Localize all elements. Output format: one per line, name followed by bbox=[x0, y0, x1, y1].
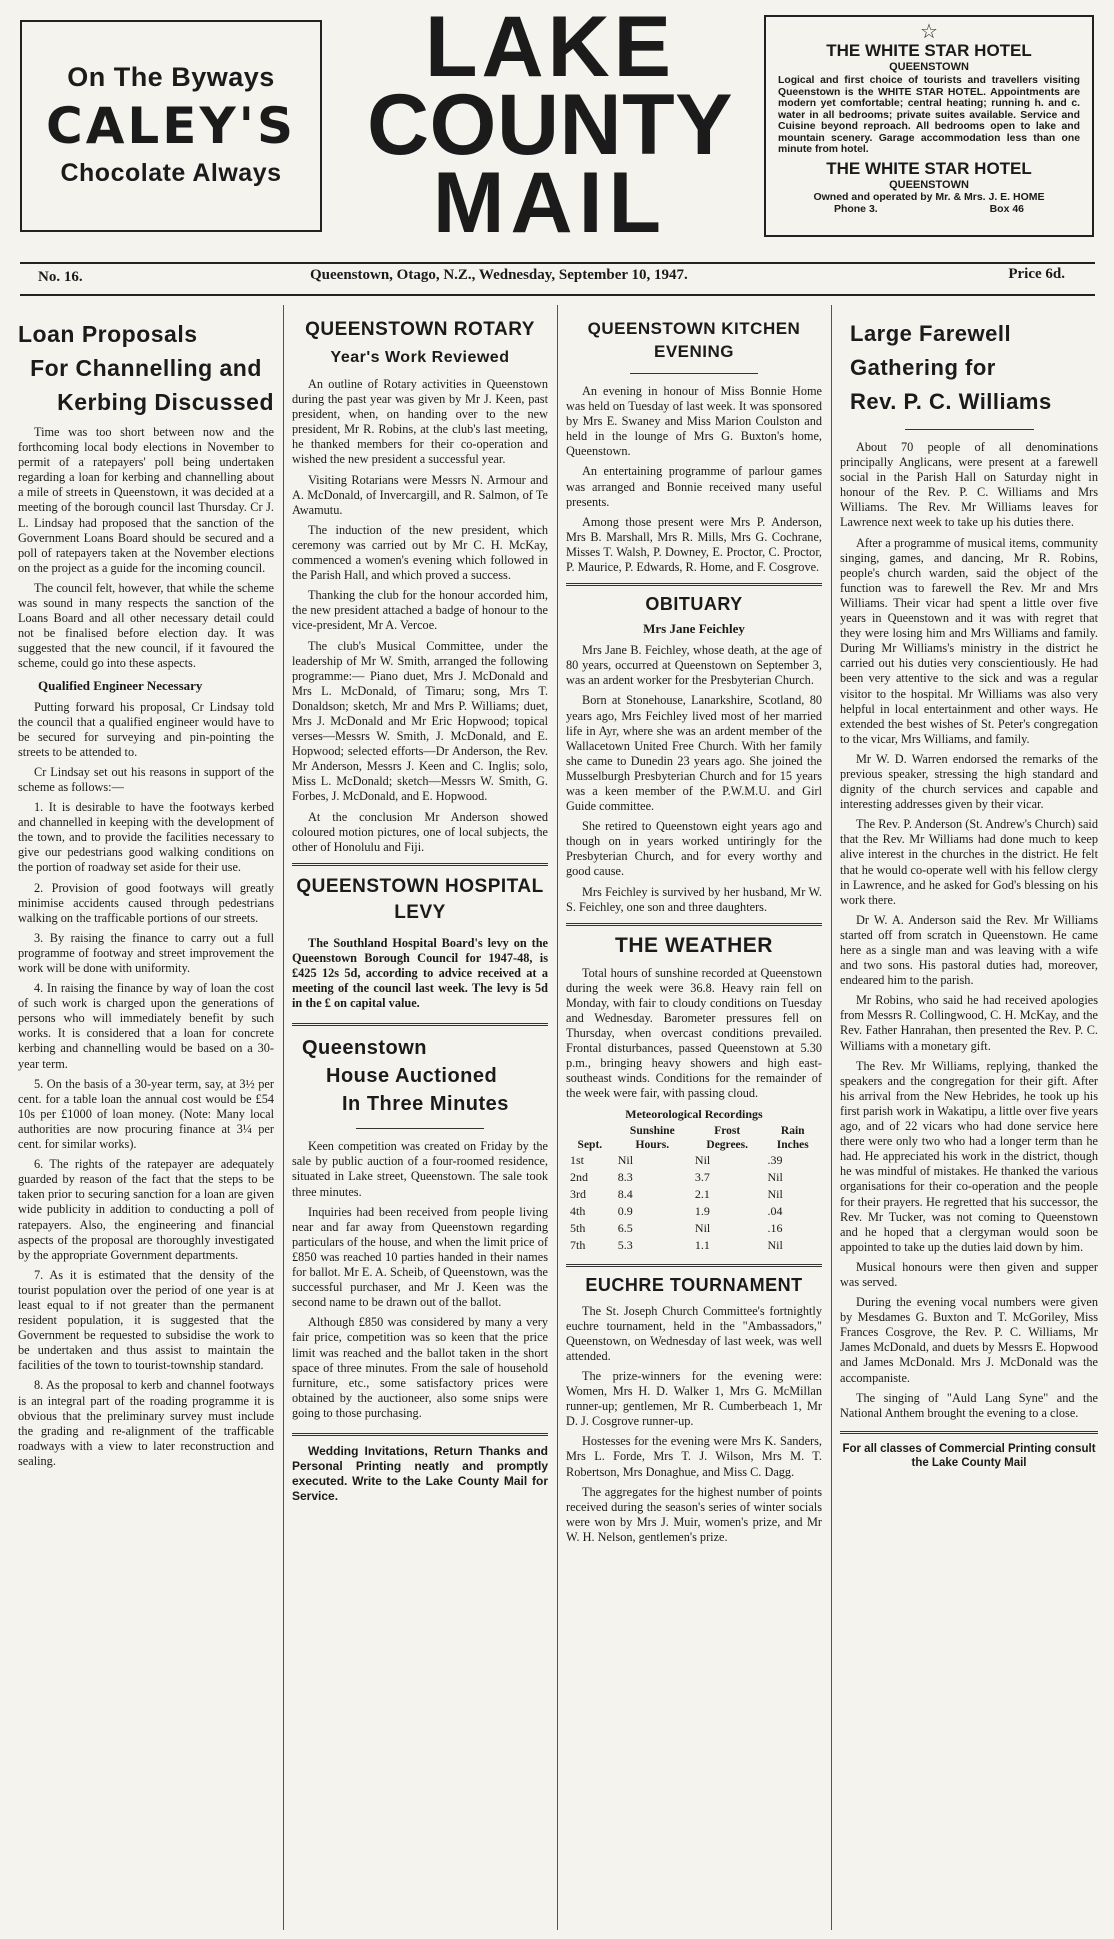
article-paragraph: Visiting Rotarians were Messrs N. Armour and A. McDonald, of Invercargill, and R. Salmon, of Te Awamutu. bbox=[292, 472, 548, 517]
weather-table-title: Meteorological Recordings bbox=[625, 1106, 763, 1121]
article-paragraph: 1. It is desirable to have the footways kerbed and channelled in keeping with the development of the town, and to provide the facilities necessary to give our pedestrians good walking conditions on the portion of roadway set aside for their use. bbox=[18, 800, 274, 875]
article-paragraph: Although £850 was considered by many a very fair price, competition was so keen that the price limit was reached and the ballot taken in the short space of three minutes. From the sale of household furniture, etc., some satisfactory prices were obtained by the auctioneer, also some snips were going to those purchasing. bbox=[292, 1315, 548, 1420]
weather-table-header-cell: Frost bbox=[714, 1124, 741, 1137]
table-row bbox=[566, 1220, 822, 1237]
table-cell: 8.3 bbox=[617, 1169, 633, 1184]
headline-line: Loan Proposals bbox=[18, 321, 198, 347]
article-paragraph: About 70 people of all denominations principally Anglicans, were present at a farewell social in the Parish Hall on Saturday night in honour of the Rev. P. C. Williams and Mrs Williams. The Rev. Mr Williams leaves for Lawrence next week to take up his duties there. bbox=[840, 440, 1098, 530]
table-cell: 2nd bbox=[570, 1169, 588, 1184]
masthead-title bbox=[350, 0, 750, 251]
table-cell: 5.3 bbox=[617, 1237, 633, 1252]
article-paragraph: 7. As it is estimated that the density of the tourist population over the period of one year is at least equal to if not greater than the permanent resident population, it is suggested that the Government be requested to subsidise the work to be undertaken and thus assist to maintain the facilities of the town to tourist-township standard. bbox=[18, 1267, 274, 1373]
caleys-ad bbox=[20, 20, 322, 232]
table-row bbox=[566, 1152, 822, 1169]
headline-rule bbox=[905, 429, 1034, 430]
column-divider bbox=[557, 305, 558, 1930]
article-paragraph: 4. In raising the finance by way of loan the cost of such work is charged upon the generations of persons who will immediately benefit by such works. It is considered that a loan for concrete kerbing and channelling would be based on a 30-year term. bbox=[18, 981, 274, 1071]
section-rule bbox=[566, 1264, 822, 1267]
masthead-title-line3: MAIL bbox=[432, 155, 668, 251]
table-cell: .04 bbox=[767, 1203, 783, 1218]
dateline-bar bbox=[20, 262, 1095, 296]
white-star-hotel-ad bbox=[764, 15, 1094, 237]
headline-line: Large Farewell bbox=[850, 321, 1012, 346]
article-paragraph: Dr W. A. Anderson said the Rev. Mr Williams started off from scratch in Queenstown. He came here as a single man and was leaving with a wife and two sons. His pastoral duties had, moreover, endeared him to the parish. bbox=[840, 912, 1098, 988]
hotel-ad-title: THE WHITE STAR HOTEL bbox=[826, 41, 1032, 60]
article-paragraph: The Rev. Mr Williams, replying, thanked the speakers and the congregation for their gift. After his arrival from the New Hebrides, he took up his first parish work in Wakatipu, a little over five years ago, and of 22 vicars who had done service here there were only two who had a longer term than he had. He appreciated his work in the district, though he was mindful of mistakes. He thanked the various organisations for their co-operation and the people for their prayers. He regretted that his successor, the Rev. Mr Tucker, was not coming to Queenstown and he hoped that a clergyman would soon be appointed to take up the duties laid down by him. bbox=[840, 1058, 1098, 1254]
headline-loan-proposals bbox=[18, 317, 274, 419]
headline-line: Queenstown bbox=[302, 1037, 428, 1060]
hotel-ad-owners: Owned and operated by Mr. & Mrs. J. E. HOME bbox=[813, 190, 1045, 203]
table-cell: 1.9 bbox=[694, 1203, 710, 1218]
house-auction-headline bbox=[302, 1034, 548, 1118]
kitchen-evening-headline: QUEENSTOWN KITCHEN EVENING bbox=[587, 319, 801, 361]
article-paragraph: Mrs Feichley is survived by her husband, Mr W. S. Feichley, one son and three daughters. bbox=[566, 884, 822, 914]
headline-rule bbox=[630, 373, 758, 374]
euchre-headline: EUCHRE TOURNAMENT bbox=[585, 1274, 803, 1295]
section-rule bbox=[292, 1023, 548, 1026]
weather-table-header-cell: Rain bbox=[780, 1124, 805, 1137]
article-paragraph: Thanking the club for the honour accorded him, the new president attached a badge of honour to the vice-president, Mr A. Vercoe. bbox=[292, 588, 548, 633]
article-paragraph: The council felt, however, that while the scheme was sound in many respects the sanction of the Loans Board and all other necessary detail could not be finalised before election day. It was suggested that the new council, if it favoured the scheme, could go into these aspects. bbox=[18, 580, 274, 671]
weather-table-header-cell: Hours. bbox=[635, 1138, 670, 1151]
headline-line: In Three Minutes bbox=[342, 1093, 509, 1116]
article-paragraph: Born at Stonehouse, Lanarkshire, Scotland, 80 years ago, Mrs Feichley lived most of her married life in Ayr, where she was an ardent member of the Wallacetown United Free Church. With her family she came to Dunedin 23 years ago. She joined the Musselburgh Presbyterian Church and for 15 years was a keen member of the P.W.M.U. and Girl Guide committee. bbox=[566, 693, 822, 814]
article-paragraph: Mrs Jane B. Feichley, whose death, at the age of 80 years, occurred at Queenstown on September 3, was an ardent worker for the Presbyterian Church. bbox=[566, 643, 822, 688]
article-paragraph: 5. On the basis of a 30-year term, say, at 3½ per cent. for a table loan the annual cost would be £54 10s per £1000 of loan money. (Note: Many local authorities are now procuring finance at 3¼ per cent. for similar works). bbox=[18, 1076, 274, 1152]
table-cell: Nil bbox=[767, 1169, 783, 1184]
headline-line: Gathering for bbox=[850, 355, 996, 380]
table-cell: 1st bbox=[570, 1152, 585, 1167]
article-paragraph: The prize-winners for the evening were: Women, Mrs H. D. Walker 1, Mrs G. McMillan runner-up; gentlemen, Mr R. Cumberbeach 1, Mr D. J. Cosgrove runner-up. bbox=[566, 1368, 822, 1429]
obituary-subhead: Mrs Jane Feichley bbox=[643, 621, 745, 637]
hotel-ad-box: Box 46 bbox=[989, 202, 1025, 215]
section-rule bbox=[566, 583, 822, 586]
column-kitchen-obituary-weather bbox=[566, 315, 822, 1930]
article-paragraph: After a programme of musical items, community singing, games, and dancing, Mr R. Robins, people's church warden, said the object of the function was to farewell the Rev. Mr and Mrs Williams. Their vicar had spent a little over five years in Queenstown and it was with regret that they were losing him and Mrs Williams and family. During Mr Williams's ministry in the district he carried out his duties very conscientiously. He had been very attentive to the sick and was a regular visitor to the hospital. Mr Williams was also very helpful in local entertainment and other ways. He extended the best wishes of St. Peter's congregation to the vicar, Mrs Williams, and family. bbox=[840, 535, 1098, 746]
table-cell: 4th bbox=[570, 1203, 586, 1218]
weather-table-header bbox=[566, 1124, 822, 1138]
article-paragraph: Inquiries had been received from people living near and far away from Queenstown regarding particulars of the house, and when the limit price of £850 was reached 10 parties handed in their names for ballot. Mr E. A. Scheib, of Queenstown, was the successful purchaser, and Mr J. Keen was the second name to be drawn out of the ballot. bbox=[292, 1204, 548, 1310]
table-row bbox=[566, 1237, 822, 1254]
column-farewell bbox=[840, 315, 1098, 1930]
headline-line: House Auctioned bbox=[326, 1065, 498, 1088]
article-paragraph: An entertaining programme of parlour games was arranged and Bonnie received many useful presents. bbox=[566, 464, 822, 509]
obituary-headline: OBITUARY bbox=[645, 594, 743, 615]
article-paragraph: Cr Lindsay set out his reasons in support of the scheme as follows:— bbox=[18, 764, 274, 794]
hotel-ad-sub-2: QUEENSTOWN bbox=[889, 178, 969, 191]
weather-table-header-cell: Degrees. bbox=[706, 1138, 749, 1151]
commercial-printing-ad: For all classes of Commercial Printing consult the Lake County Mail bbox=[842, 1442, 1096, 1469]
article-paragraph: An evening in honour of Miss Bonnie Home was held on Tuesday of last week. It was sponsored by Mrs E. Swaney and Miss Marion Coulston and held in the lounge of Mrs G. Buxton's home, Queenstown. bbox=[566, 384, 822, 459]
headline-line: Rev. P. C. Williams bbox=[850, 389, 1052, 414]
hotel-ad-body: Logical and first choice of tourists and travellers visiting Queenstown is the WHITE STAR HOTEL. Appointments are modern yet comfortable; central heating; running h. and c. water in all bedrooms; private suites available. Service and Cuisine beyond reproach. All bedrooms open to lake and mountain scenery. Garage accommodation less than one minute from hotel. bbox=[778, 75, 1080, 155]
article-paragraph: The club's Musical Committee, under the leadership of Mr W. Smith, arranged the following programme:— Piano duet, Mrs J. McDonald and Mrs L. McDonald, of Timaru; song, Mrs T. Donaldson; sketch, Mr and Mrs P. Williams; duet, Mrs J. McDonald and Mr Eric Hopwood; topical verses—Messrs W. Smith, J. McDonald, and E. Hopwood; selected efforts—Dr Anderson, the Rev. Mr Anderson, Messrs J. Keen and C. Inglis; solo, Miss L. McDonald; sketch—Messrs W. Smith, G. Forbes, J. McDonald, and E. Hopwood. bbox=[292, 638, 548, 804]
table-cell: 2.1 bbox=[694, 1186, 710, 1201]
table-cell: Nil bbox=[767, 1237, 783, 1252]
article-paragraph: During the evening vocal numbers were given by Mesdames G. Buxton and T. McGoriley, Miss Frances Cosgrove, the Rev. P. C. Williams, Mr James McDonald, and duets by Messrs E. Hopwood and James McDonald. Mrs J. McDonald was the accompaniste. bbox=[840, 1295, 1098, 1385]
caleys-ad-line1: On The Byways bbox=[67, 62, 275, 92]
weather-paragraph: Total hours of sunshine recorded at Queenstown during the week were 36.8. Heavy rain fell on Monday, with fair to cloudy conditions on Tuesday and Wednesday. Barometer pressures fell on Thursday, when overcast conditions prevailed. Frontal disturbances, passed Queenstown at 5.30 p.m., bringing heavy showers and high east-southeast winds. Conditions for the remainder of the week were fair, with passing cloud. bbox=[566, 965, 822, 1101]
hotel-ad-phone: Phone 3. bbox=[833, 202, 878, 215]
hotel-ad-title-2: THE WHITE STAR HOTEL bbox=[826, 158, 1032, 178]
article-paragraph: At the conclusion Mr Anderson showed coloured motion pictures, one of local subjects, the other of Honolulu and Fiji. bbox=[292, 809, 548, 854]
article-paragraph: Keen competition was created on Friday by the sale by public auction of a four-roomed residence, situated in Lake street, Queenstown. The sale took three minutes. bbox=[292, 1139, 548, 1199]
price: Price 6d. bbox=[1008, 266, 1065, 282]
hotel-ad-contacts bbox=[778, 203, 1080, 215]
article-paragraph: Mr Robins, who said he had received apologies from Messrs R. Collingwood, C. H. McKay, and the Rev. Father Hanrahan, then presented the Rev. P. C. Williams with a monetary gift. bbox=[840, 993, 1098, 1053]
table-cell: 8.4 bbox=[617, 1186, 633, 1201]
subhead-qualified-engineer: Qualified Engineer Necessary bbox=[38, 677, 203, 693]
table-row bbox=[566, 1169, 822, 1186]
masthead-title-line2: COUNTY bbox=[366, 77, 734, 173]
article-paragraph: An outline of Rotary activities in Queenstown during the past year was given by Mr J. Keen, past president, when, on handing over to the new president, Mr R. Robins, at the club's last meeting, he thanked members for their co-operation and wished the new president a successful year. bbox=[292, 377, 548, 467]
rotary-subhead: Year's Work Reviewed bbox=[330, 349, 510, 366]
column-divider bbox=[831, 305, 832, 1930]
table-row bbox=[566, 1203, 822, 1220]
hospital-levy-body: The Southland Hospital Board's levy on the Queenstown Borough Council for 1947-48, is £425 12s 5d, according to advice received at a meeting of the council last week. The levy is 5d in the £ on capital value. bbox=[292, 935, 548, 1011]
table-cell: Nil bbox=[767, 1186, 783, 1201]
table-cell: 3rd bbox=[570, 1186, 586, 1201]
weather-table bbox=[566, 1124, 822, 1254]
article-paragraph: The St. Joseph Church Committee's fortnightly euchre tournament, held in the "Ambassadors," Queenstown, on Wednesday of last week, was well attended. bbox=[566, 1303, 822, 1363]
hotel-ad-sub: QUEENSTOWN bbox=[889, 61, 969, 73]
article-paragraph: The aggregates for the highest number of points received during the season's series of winter socials were won by Mrs J. Muir, women's prize, and Mr W. H. Nelson, gentlemen's prize. bbox=[566, 1484, 822, 1544]
caleys-ad-line3: Chocolate Always bbox=[60, 159, 282, 187]
table-cell: .16 bbox=[767, 1220, 783, 1235]
article-paragraph: Mr W. D. Warren endorsed the remarks of the previous speaker, stressing the high standard and dignity of the church services and capable and interesting addresses given by their vicar. bbox=[840, 751, 1098, 812]
caleys-ad-brand: CALEY'S bbox=[46, 97, 296, 155]
hospital-headline: QUEENSTOWN HOSPITAL LEVY bbox=[296, 875, 544, 923]
article-paragraph: 6. The rights of the ratepayer are adequately guarded by reason of the fact that the steps to be taken prior to securing sanction for a loan are given wide publicity in addition to conducting a poll of ratepayers. Also, the engineering and financial aspects of the proposal are thoroughly investigated by the appropriate Government departments. bbox=[18, 1157, 274, 1262]
headline-farewell bbox=[850, 317, 1098, 419]
article-paragraph: Time was too short between now and the forthcoming local body elections in November to permit of a ratepayers' poll being undertaken regarding a loan for kerbing and channelling about a mile of streets in Queenstown, it was decided at a meeting of the borough council last Thursday. Cr J. L. Lindsay had proposed that the sanction of the Government Loans Board should be secured and a poll of ratepayers taken at the November elections on the project as a guide for the incoming council. bbox=[18, 425, 274, 575]
printing-ad: Wedding Invitations, Return Thanks and Personal Printing neatly and promptly executed. Write to the Lake County Mail for Service. bbox=[292, 1443, 548, 1504]
column-loan-proposals bbox=[18, 315, 274, 1930]
section-rule bbox=[840, 1431, 1098, 1434]
article-paragraph: The Rev. P. Anderson (St. Andrew's Church) said that the Rev. Mr Williams had done much to keep alive interest in the churches in the district. He felt that he would co-operate well with his fellow clergy in Lawrence, and he asked for God's blessing on his work there. bbox=[840, 817, 1098, 907]
dateline: Queenstown, Otago, N.Z., Wednesday, September 10, 1947. bbox=[310, 267, 688, 283]
weather-table-header-cell: Sept. bbox=[577, 1138, 603, 1151]
section-rule bbox=[292, 863, 548, 866]
masthead-title-line1: LAKE bbox=[424, 0, 676, 95]
weather-table-header-cell: Sunshine bbox=[629, 1124, 675, 1137]
table-cell: Nil bbox=[617, 1152, 634, 1167]
headline-rule bbox=[356, 1128, 484, 1129]
weather-table-header-cell bbox=[566, 1124, 614, 1138]
column-divider bbox=[283, 305, 284, 1930]
weather-table-header-cell: Inches bbox=[776, 1138, 809, 1151]
weather-table-header bbox=[566, 1138, 822, 1152]
issue-number: No. 16. bbox=[38, 269, 83, 285]
column-rotary-hospital-house bbox=[292, 315, 548, 1930]
article-paragraph: Putting forward his proposal, Cr Lindsay told the council that a qualified engineer would have to be secured for surveying and pin-pointing the streets to be attended to. bbox=[18, 699, 274, 759]
article-paragraph: 2. Provision of good footways will greatly minimise accidents caused through pedestrians walking on the trafficable portions of our streets. bbox=[18, 880, 274, 925]
weather-headline: THE WEATHER bbox=[615, 933, 773, 957]
table-cell: .39 bbox=[767, 1152, 783, 1167]
table-cell: 7th bbox=[570, 1237, 586, 1252]
star-icon: ☆ bbox=[920, 21, 938, 43]
table-cell: 3.7 bbox=[694, 1169, 710, 1184]
article-paragraph: Hostesses for the evening were Mrs K. Sanders, Mrs L. Forde, Mrs T. J. Wilson, Mrs M. T. Robertson, Mrs Donaghue, and Miss C. Dagg. bbox=[566, 1434, 822, 1479]
article-paragraph: The induction of the new president, which ceremony was carried out by Mr C. H. McKay, commenced a women's evening which followed in the Parish Hall, and which proved a success. bbox=[292, 522, 548, 583]
article-paragraph: Among those present were Mrs P. Anderson, Mrs B. Marshall, Mrs R. Mills, Mrs G. Cochrane, Misses T. Walsh, P. Downey, E. Proctor, C. Proctor, P. Maurice, P. Edwards, R. Home, and F. Cosgrove. bbox=[566, 514, 822, 575]
table-cell: 1.1 bbox=[694, 1237, 710, 1252]
headline-line: Kerbing Discussed bbox=[57, 389, 274, 415]
section-rule bbox=[292, 1433, 548, 1436]
headline-line: For Channelling and bbox=[30, 355, 262, 381]
article-paragraph: 8. As the proposal to kerb and channel footways is an integral part of the roading programme it is obvious that the preliminary survey must include the grading and re-alignment of the trafficable roadways with a view to later reconstruction and sealing. bbox=[18, 1378, 274, 1468]
table-cell: Nil bbox=[694, 1152, 711, 1167]
article-paragraph: The singing of "Auld Lang Syne" and the National Anthem brought the evening to a close. bbox=[840, 1390, 1098, 1420]
table-cell: Nil bbox=[694, 1220, 711, 1235]
article-paragraph: 3. By raising the finance to carry out a full programme of footway and street improvement the work will be done with uniformity. bbox=[18, 930, 274, 975]
rotary-headline: QUEENSTOWN ROTARY bbox=[305, 319, 535, 340]
table-cell: 0.9 bbox=[617, 1203, 633, 1218]
article-paragraph: Musical honours were then given and supper was served. bbox=[840, 1259, 1098, 1289]
table-cell: 6.5 bbox=[617, 1220, 633, 1235]
section-rule bbox=[566, 923, 822, 926]
table-cell: 5th bbox=[570, 1220, 586, 1235]
article-paragraph: She retired to Queenstown eight years ago and though on in years worked untiringly for the Presbyterian Church, and for every worthy and good cause. bbox=[566, 819, 822, 879]
table-row bbox=[566, 1186, 822, 1203]
